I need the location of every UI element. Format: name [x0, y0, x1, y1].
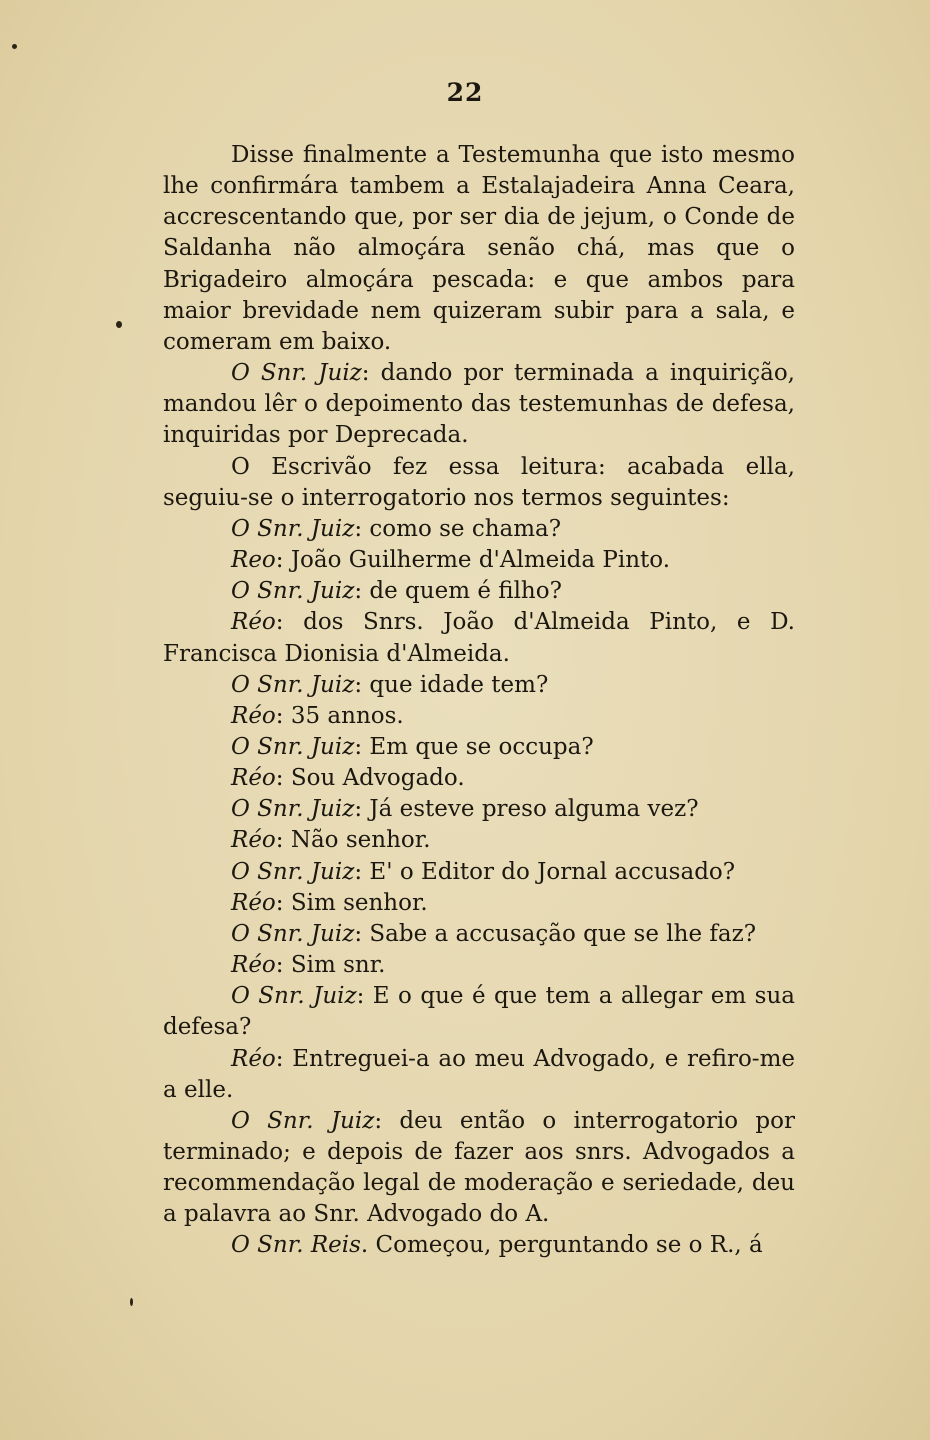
speaker: O Snr. Juiz — [231, 1107, 375, 1134]
speaker: Réo — [231, 827, 276, 854]
paragraph — [163, 825, 795, 856]
ink-speck — [116, 321, 122, 328]
paragraph-text: : Sim snr. — [275, 952, 386, 979]
paragraph — [163, 888, 795, 919]
paragraph-text: : de quem é filho? — [354, 578, 562, 605]
speaker: Réo — [231, 952, 276, 979]
speaker: O Snr. Juiz — [231, 360, 362, 387]
speaker: Réo — [231, 765, 276, 792]
paragraph — [163, 794, 795, 825]
paragraph-text: : Sim senhor. — [275, 889, 428, 916]
paragraph — [163, 701, 795, 732]
page-number: 22 — [446, 78, 484, 107]
paragraph-text: : Não senhor. — [275, 827, 431, 854]
paragraph — [163, 1230, 795, 1261]
speaker: O Snr. Juiz — [231, 983, 357, 1010]
paragraph — [163, 1106, 795, 1231]
paragraph — [163, 140, 795, 358]
paragraph-text: : Sou Advogado. — [275, 765, 465, 792]
paragraph-text: : deu então o interrogatorio por terminado; e depois de fazer aos snrs. Advogados a recommendação legal de moderação e seriedade, deu a palavra ao Snr. Advogado do A. — [163, 1107, 795, 1228]
paragraph — [163, 452, 795, 514]
paragraph-text: : João Guilherme d'Almeida Pinto. — [275, 547, 671, 574]
paragraph-text: : Já esteve preso alguma vez? — [354, 796, 699, 823]
paragraph-text: : Entreguei-a ao meu Advogado, e refiro-me a elle. — [163, 1045, 795, 1103]
paragraph-text: : Em que se occupa? — [354, 733, 594, 760]
paragraph-text: : como se chama? — [354, 515, 562, 542]
paragraph — [163, 950, 795, 981]
speaker: O Snr. Juiz — [231, 578, 355, 605]
paragraph — [163, 857, 795, 888]
speaker: O Snr. Juiz — [231, 796, 355, 823]
paragraph — [163, 1044, 795, 1106]
paragraph — [163, 981, 795, 1043]
paragraph-text: : Sabe a accusação que se lhe faz? — [354, 920, 757, 947]
ink-speck — [12, 44, 17, 49]
paragraph — [163, 607, 795, 669]
paragraph-text: : dando por terminada a inquirição, mandou lêr o depoimento das testemunhas de defesa, inquiridas por Deprecada. — [163, 360, 795, 449]
speaker: Réo — [231, 702, 276, 729]
speaker: O Snr. Juiz — [231, 858, 355, 885]
speaker: O Snr. Juiz — [231, 515, 355, 542]
paragraph-text: : dos Snrs. João d'Almeida Pinto, e D. Francisca Dionisia d'Almeida. — [163, 609, 795, 667]
paragraph — [163, 358, 795, 451]
paragraph — [163, 514, 795, 545]
speaker: O Snr. Juiz — [231, 733, 355, 760]
speaker: O Snr. Juiz — [231, 920, 355, 947]
speaker: O Snr. Juiz — [231, 671, 355, 698]
speaker: Réo — [231, 609, 276, 636]
paragraph — [163, 919, 795, 950]
paragraph-text: : E o que é que tem a allegar em sua defesa? — [163, 983, 795, 1041]
paragraph — [163, 670, 795, 701]
paragraph — [163, 576, 795, 607]
paragraph — [163, 732, 795, 763]
ink-speck — [130, 1298, 133, 1306]
speaker: Réo — [231, 889, 276, 916]
paragraph-text: : E' o Editor do Jornal accusado? — [354, 858, 736, 885]
paragraph — [163, 545, 795, 576]
speaker: Reo — [231, 547, 276, 574]
paragraph-text: : 35 annos. — [275, 702, 404, 729]
paragraph-text: . Começou, perguntando se o R., á — [360, 1232, 763, 1259]
speaker: Réo — [231, 1045, 276, 1072]
paragraph — [163, 763, 795, 794]
paragraph-text: O Escrivão fez essa leitura: acabada ella, seguiu-se o interrogatorio nos termos seguintes: — [163, 453, 795, 511]
speaker: O Snr. Reis — [231, 1232, 361, 1259]
paragraph-text: Disse finalmente a Testemunha que isto mesmo lhe confirmára tambem a Estalajadeira Anna Ceara, accrescentando que, por ser dia de jejum, o Conde de Saldanha não almoçára senão chá, mas que o Brigadeiro almoçára pescada: e que ambos para maior brevidade nem quizeram subir para a sala, e comeram em baixo. — [163, 142, 795, 355]
paragraph-text: : que idade tem? — [354, 671, 549, 698]
body-text — [163, 140, 795, 1262]
